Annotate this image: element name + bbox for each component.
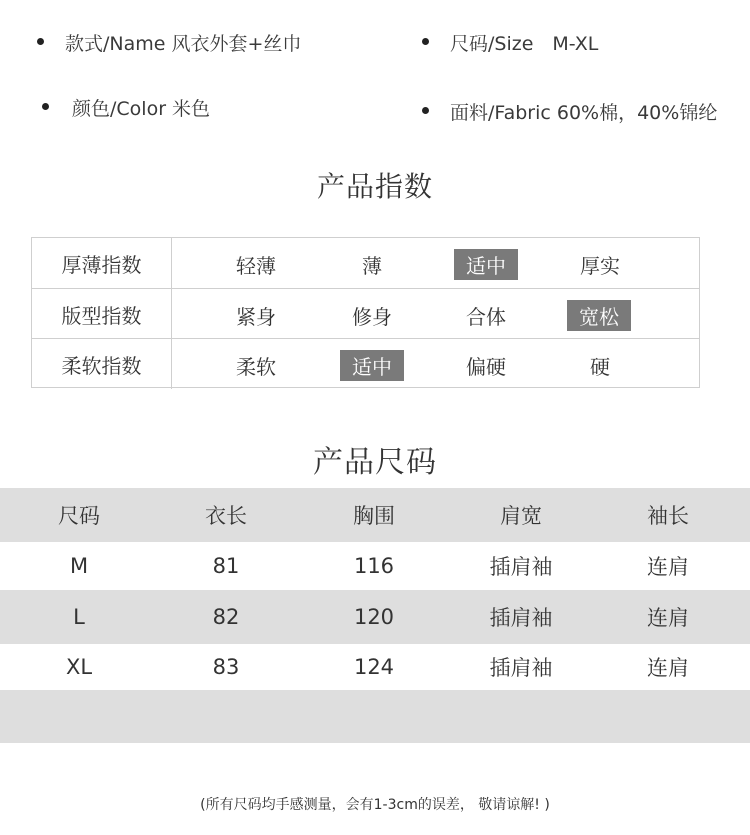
size-row — [0, 542, 750, 590]
size-cell: 插肩袖 — [489, 606, 553, 630]
size-cell: 连肩 — [647, 606, 689, 630]
size-cell: 连肩 — [647, 656, 689, 680]
index-title: 产品指数 — [316, 170, 433, 203]
index-option-selected: 宽松 — [567, 300, 631, 331]
size-cell: XL — [65, 655, 93, 679]
bullet-icon — [42, 103, 49, 110]
size-empty-row — [0, 690, 750, 743]
size-title: 产品尺码 — [313, 445, 437, 480]
index-row-label: 柔软指数 — [32, 339, 172, 389]
measurement-note: (所有尺码均手感测量，会有1-3cm的误差， 敬请谅解! ) — [200, 797, 550, 813]
bullet-icon — [422, 107, 429, 114]
index-option-selected: 适中 — [340, 350, 404, 381]
size-cell: 插肩袖 — [489, 656, 553, 680]
size-cell: M — [69, 554, 89, 578]
bullet-icon — [37, 38, 44, 45]
size-cell: 120 — [353, 605, 395, 629]
size-cell: 83 — [212, 655, 240, 679]
size-header-cell: 胸围 — [353, 504, 395, 528]
spec-size-text: 尺码/Size M-XL — [450, 33, 599, 55]
size-header-row — [0, 488, 750, 542]
size-header-cell: 肩宽 — [500, 504, 542, 528]
size-header-cell: 尺码 — [58, 504, 100, 528]
size-cell: 连肩 — [647, 555, 689, 579]
spec-fabric — [450, 98, 717, 125]
spec-style-text: 款式/Name 风衣外套+丝巾 — [65, 33, 302, 55]
index-option-selected: 适中 — [454, 249, 518, 280]
size-cell: L — [73, 605, 85, 629]
spec-color-text: 颜色/Color 米色 — [72, 98, 211, 120]
index-row-label: 版型指数 — [32, 289, 172, 339]
index-option: 紧身 — [236, 305, 276, 329]
size-row — [0, 590, 750, 644]
size-cell: 插肩袖 — [489, 555, 553, 579]
index-option: 厚实 — [580, 254, 620, 278]
spec-size — [450, 29, 598, 56]
index-option: 轻薄 — [236, 254, 276, 278]
index-option: 修身 — [352, 305, 392, 329]
size-cell: 124 — [353, 655, 395, 679]
index-row — [32, 238, 699, 288]
index-option: 薄 — [362, 254, 382, 278]
size-header-cell: 袖长 — [647, 504, 689, 528]
size-cell: 116 — [353, 554, 395, 578]
index-row — [32, 288, 699, 339]
spec-fabric-text: 面料/Fabric 60%棉，40%锦纶 — [450, 102, 718, 124]
spec-color — [72, 94, 210, 121]
index-option: 硬 — [590, 355, 610, 379]
index-option: 偏硬 — [466, 355, 506, 379]
size-cell: 81 — [212, 554, 240, 578]
bullet-icon — [422, 38, 429, 45]
index-row — [32, 338, 699, 389]
spec-style — [65, 29, 301, 56]
index-row-label: 厚薄指数 — [32, 238, 172, 288]
index-table — [31, 237, 700, 388]
index-option: 合体 — [466, 305, 506, 329]
size-row — [0, 644, 750, 690]
index-option: 柔软 — [236, 355, 276, 379]
size-cell: 82 — [212, 605, 240, 629]
size-header-cell: 衣长 — [205, 504, 247, 528]
